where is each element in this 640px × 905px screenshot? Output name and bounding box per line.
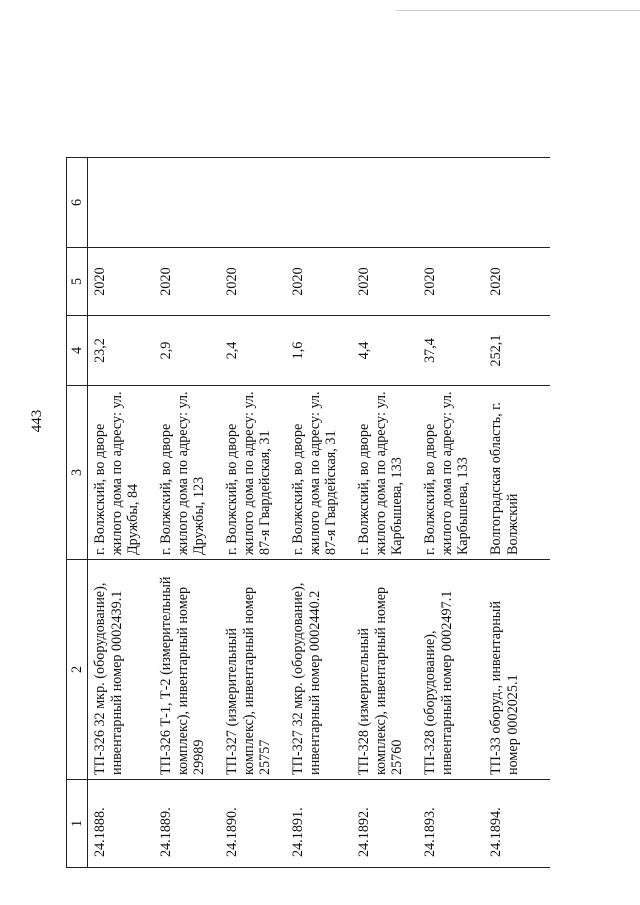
header-cell: 6	[67, 158, 88, 248]
object-value: 4,4	[352, 316, 418, 386]
object-name: ТП-33 оборуд., инвентарный номер 0002025.1	[484, 560, 550, 780]
table-row	[418, 158, 484, 868]
row-number: 24.1891.	[286, 780, 352, 868]
row-number: 24.1892.	[352, 780, 418, 868]
table-row	[286, 158, 352, 868]
row-number: 24.1888.	[88, 780, 155, 868]
object-year: 2020	[484, 248, 550, 316]
table-body	[67, 158, 551, 868]
header-cell: 3	[67, 386, 88, 560]
object-address: Волгоградская область, г. Волжский	[484, 386, 550, 560]
object-name: ТП-327 32 мкр. (оборудование), инвентарный номер 0002440.2	[286, 560, 352, 780]
object-year: 2020	[220, 248, 286, 316]
table-row	[352, 158, 418, 868]
object-address: г. Волжский, во дворе жилого дома по адресу: ул. 87-я Гвардейская, 31	[286, 386, 352, 560]
property-table	[66, 157, 550, 868]
object-address: г. Волжский, во дворе жилого дома по адресу: ул. 87-я Гвардейская, 31	[220, 386, 286, 560]
object-value: 2,9	[154, 316, 220, 386]
row-number: 24.1894.	[484, 780, 550, 868]
table-row	[154, 158, 220, 868]
object-col6	[88, 158, 155, 248]
object-name: ТП-326 32 мкр. (оборудование), инвентарный номер 0002439.1	[88, 560, 155, 780]
rotated-page	[28, 28, 596, 868]
object-name: ТП-328 (оборудование), инвентарный номер 0002497.1	[418, 560, 484, 780]
object-value: 23,2	[88, 316, 155, 386]
header-cell: 4	[67, 316, 88, 386]
table-row	[220, 158, 286, 868]
object-col6	[352, 158, 418, 248]
object-value: 1,6	[286, 316, 352, 386]
table-row	[88, 158, 155, 868]
object-year: 2020	[154, 248, 220, 316]
object-name: ТП-328 (измерительный комплекс), инвентарный номер 25760	[352, 560, 418, 780]
table-header-row	[67, 158, 88, 868]
object-col6	[154, 158, 220, 248]
object-year: 2020	[352, 248, 418, 316]
object-value: 2,4	[220, 316, 286, 386]
object-address: г. Волжский, во дворе жилого дома по адресу: ул. Карбышева, 133	[352, 386, 418, 560]
object-col6	[484, 158, 550, 248]
page-number: 443	[29, 409, 45, 433]
object-year: 2020	[418, 248, 484, 316]
table-row	[484, 158, 550, 868]
object-address: г. Волжский, во дворе жилого дома по адресу: ул. Дружбы, 84	[88, 386, 155, 560]
object-name: ТП-326 Т-1, Т-2 (измерительный комплекс), инвентарный номер 29989	[154, 560, 220, 780]
object-col6	[220, 158, 286, 248]
row-number: 24.1890.	[220, 780, 286, 868]
object-year: 2020	[88, 248, 155, 316]
row-number: 24.1893.	[418, 780, 484, 868]
object-address: г. Волжский, во дворе жилого дома по адресу: ул. Дружбы, 123	[154, 386, 220, 560]
object-value: 37,4	[418, 316, 484, 386]
header-cell: 1	[67, 780, 88, 868]
object-col6	[418, 158, 484, 248]
object-name: ТП-327 (измерительный комплекс), инвентарный номер 25757	[220, 560, 286, 780]
object-year: 2020	[286, 248, 352, 316]
header-cell: 5	[67, 248, 88, 316]
object-col6	[286, 158, 352, 248]
object-value: 252,1	[484, 316, 550, 386]
object-address: г. Волжский, во дворе жилого дома по адресу: ул. Карбышева, 133	[418, 386, 484, 560]
header-cell: 2	[67, 560, 88, 780]
top-rule	[396, 10, 640, 11]
row-number: 24.1889.	[154, 780, 220, 868]
